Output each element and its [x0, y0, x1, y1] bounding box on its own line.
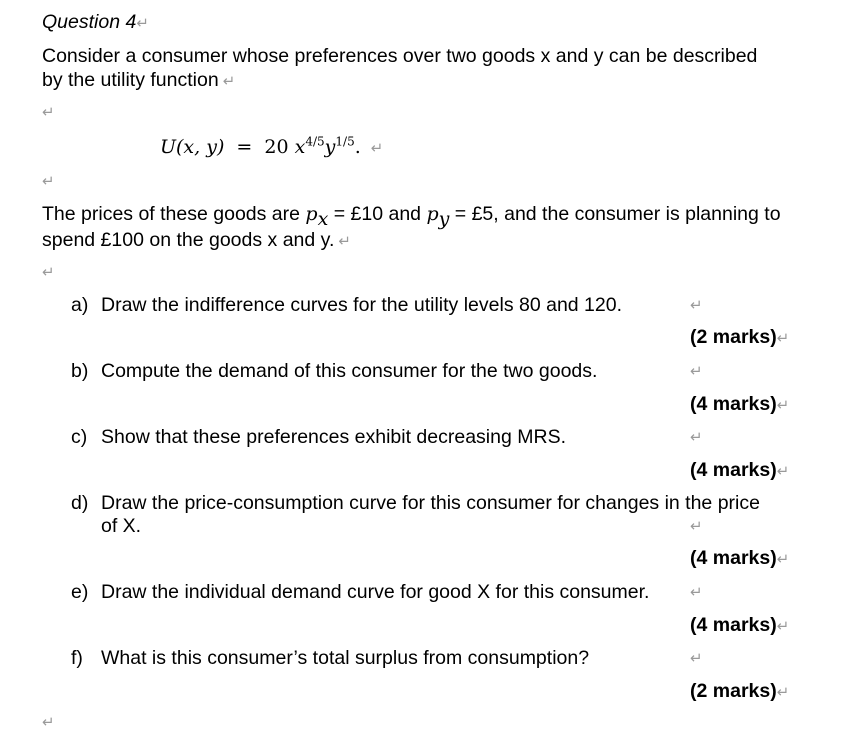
list-item-b	[71, 360, 597, 383]
list-item-label: a)	[71, 294, 89, 316]
list-item-label: d)	[71, 492, 89, 514]
paragraph-mark-icon: ↵	[776, 462, 790, 480]
paragraph-mark-icon: ↵	[690, 428, 703, 446]
price-x-subscript: x	[317, 207, 329, 230]
list-item-text: Show that these preferences exhibit decreasing MRS.	[101, 426, 567, 448]
price-y-symbol: p	[426, 203, 439, 225]
question-title	[42, 11, 149, 34]
list-item-label: b)	[71, 360, 89, 382]
list-item-text: Draw the price-consumption curve for this consumer for changes in the price	[101, 492, 760, 514]
marks-b	[690, 393, 789, 416]
marks-text: (4 marks)	[690, 393, 777, 415]
marks-a	[690, 326, 789, 349]
prices-text-3: = £5, and the consumer is planning to	[449, 203, 781, 225]
paragraph-mark-icon: ↵	[690, 296, 703, 314]
marks-text: (2 marks)	[690, 326, 777, 348]
marks-c	[690, 459, 789, 482]
list-item-c	[71, 426, 566, 449]
prices-line-1	[42, 203, 781, 230]
paragraph-mark-icon: ↵	[42, 103, 55, 121]
marks-text: (4 marks)	[690, 459, 777, 481]
paragraph-mark-icon: ↵	[690, 517, 703, 535]
price-y-subscript: y	[438, 207, 450, 230]
question-title-text: Question 4	[42, 11, 137, 33]
paragraph-mark-icon: ↵	[136, 14, 149, 32]
paragraph-mark-icon: ↵	[776, 396, 790, 414]
equation-lhs: U(x, y)	[160, 136, 225, 158]
list-item-d-continuation: of X.	[101, 515, 142, 537]
marks-text: (4 marks)	[690, 547, 777, 569]
paragraph-mark-icon: ↵	[690, 362, 703, 380]
marks-text: (2 marks)	[690, 680, 777, 702]
prices-line-2-text: spend £100 on the goods x and y.	[42, 229, 335, 251]
marks-e	[690, 614, 789, 637]
equation-coefficient: 20	[264, 136, 289, 158]
paragraph-mark-icon: ↵	[776, 550, 790, 568]
intro-line-2-text: by the utility function	[42, 69, 219, 91]
paragraph-mark-icon: ↵	[222, 72, 236, 90]
list-item-label: f)	[71, 647, 83, 669]
marks-text: (4 marks)	[690, 614, 777, 636]
paragraph-mark-icon: ↵	[338, 232, 351, 250]
equation-end: .	[354, 136, 361, 158]
price-x-symbol: p	[305, 203, 318, 225]
list-item-a	[71, 294, 622, 317]
equation-y-exponent: 1/5	[335, 134, 355, 149]
paragraph-mark-icon: ↵	[776, 617, 790, 635]
list-item-label: c)	[71, 426, 88, 448]
equation-equals: =	[236, 136, 253, 158]
list-item-text: Compute the demand of this consumer for the two goods.	[101, 360, 598, 382]
prices-text-2: = £10 and	[328, 203, 422, 225]
equation-y: y	[324, 136, 336, 158]
list-item-d	[71, 492, 760, 515]
list-item-f	[71, 647, 589, 670]
intro-line-2	[42, 69, 235, 92]
equation-x-exponent: 4/5	[305, 134, 325, 149]
paragraph-mark-icon: ↵	[776, 329, 790, 347]
paragraph-mark-icon: ↵	[42, 172, 55, 190]
paragraph-mark-icon: ↵	[690, 583, 703, 601]
equation-x: x	[294, 136, 306, 158]
prices-text-1: The prices of these goods are	[42, 203, 300, 225]
list-item-text: Draw the indifference curves for the utility levels 80 and 120.	[101, 294, 623, 316]
list-item-text: Draw the individual demand curve for good X for this consumer.	[101, 581, 650, 603]
list-item-e	[71, 581, 649, 604]
marks-d	[690, 547, 789, 570]
paragraph-mark-icon: ↵	[42, 263, 55, 281]
intro-line-1: Consider a consumer whose preferences over two goods x and y can be described	[42, 45, 758, 67]
utility-equation	[160, 136, 383, 158]
paragraph-mark-icon: ↵	[370, 139, 384, 157]
paragraph-mark-icon: ↵	[776, 683, 790, 701]
list-item-text: What is this consumer’s total surplus from consumption?	[101, 647, 590, 669]
list-item-label: e)	[71, 581, 89, 603]
paragraph-mark-icon: ↵	[690, 649, 703, 667]
prices-line-2	[42, 229, 351, 252]
paragraph-mark-icon: ↵	[42, 713, 55, 731]
marks-f	[690, 680, 789, 703]
